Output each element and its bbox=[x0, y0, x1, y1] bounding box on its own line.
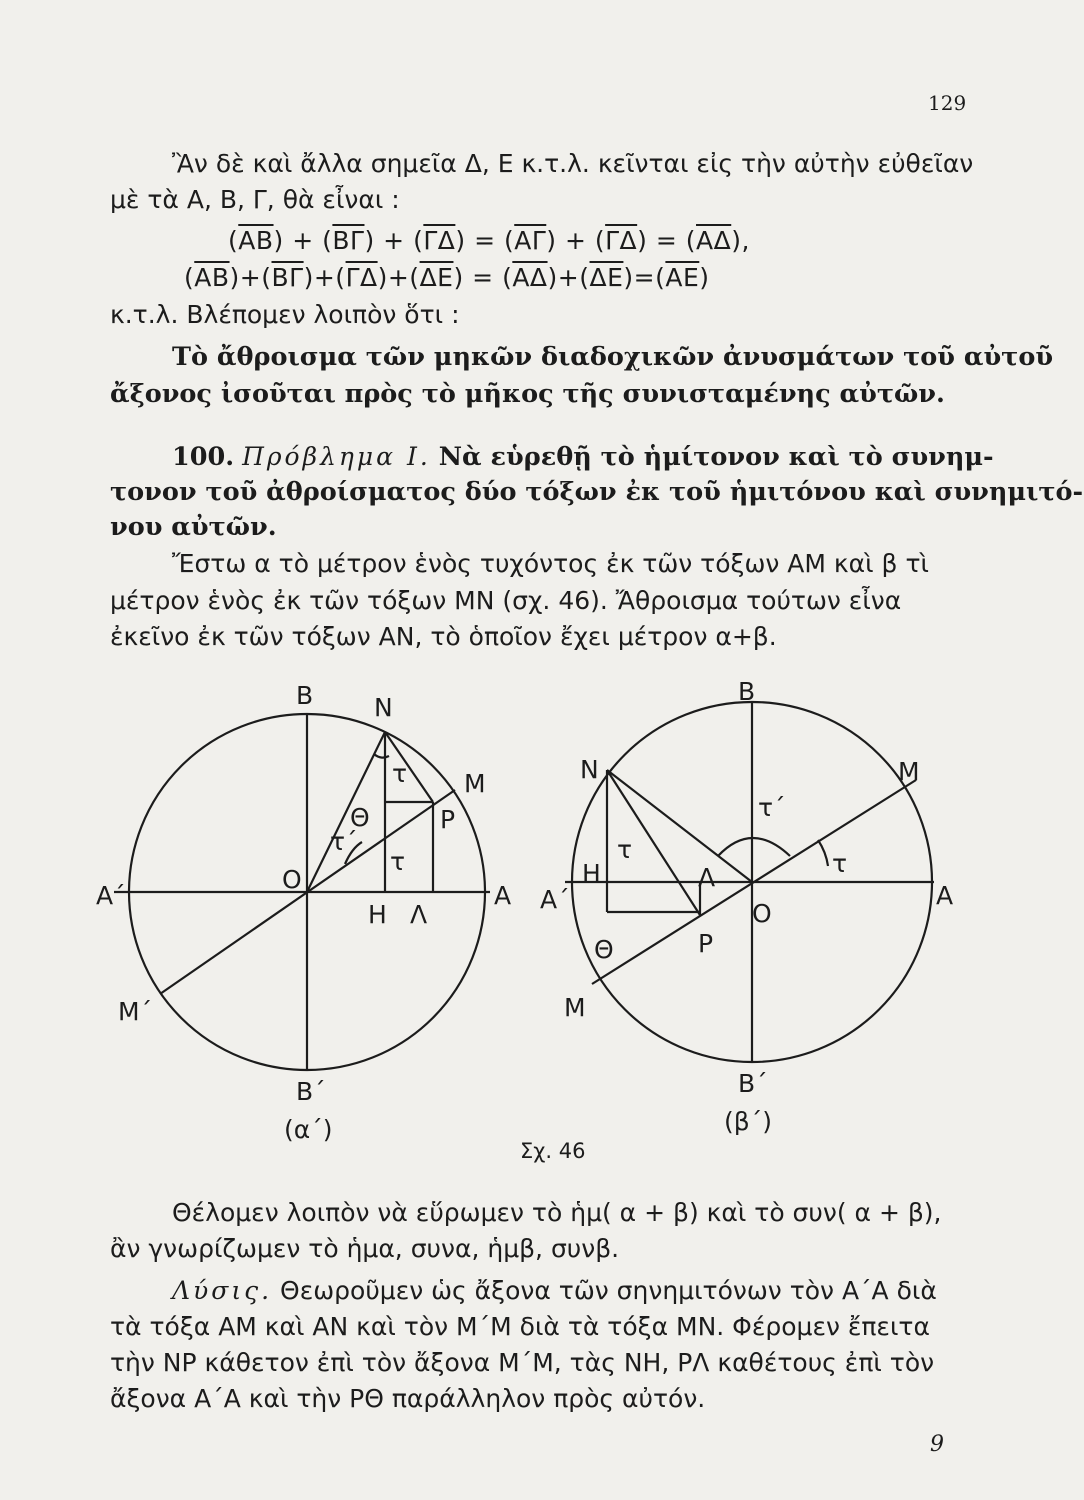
theorem-line-2: ἄξονος ἰσοῦται πρὸς τὸ μῆκος τῆς συνισταμένης αὐτῶν. bbox=[110, 379, 945, 409]
intro-line-1: Ἂν δὲ καὶ ἄλλα σημεῖα Δ, Ε κ.τ.λ. κεῖνται εἰς τὴν αὐτὴν εὐθεῖαν bbox=[172, 149, 974, 178]
problem-label: Πρόβλημα Ι. bbox=[242, 442, 431, 471]
figure-caption: Σχ. 46 bbox=[520, 1139, 586, 1163]
right-label-N: Ν bbox=[580, 755, 599, 784]
left-figure-tag: (α΄) bbox=[284, 1115, 333, 1144]
left-radius-ON bbox=[307, 732, 385, 892]
right-label-M: Μ bbox=[898, 757, 920, 786]
vector-term: $\overline{\Delta E}$ bbox=[589, 263, 624, 292]
setup-line-3: ἐκεῖνο ἐκ τῶν τόξων ΑΝ, τὸ ὁποῖον ἔχει μέτρον α+β. bbox=[110, 622, 777, 651]
solution-line-3: τὴν ΝΡ κάθετον ἐπὶ τὸν ἄξονα Μ΄Μ, τὰς ΝΗ, ΡΛ καθέτους ἐπὶ τὸν bbox=[110, 1348, 935, 1377]
signature-mark: 9 bbox=[930, 1432, 947, 1457]
vector-term: $\overline{AB}$ bbox=[194, 263, 230, 292]
setup-line-2: μέτρον ἑνὸς ἐκ τῶν τόξων ΜΝ (σχ. 46). Ἄθροισμα τούτων εἶνα bbox=[110, 586, 902, 615]
vector-term: $\overline{\Gamma\Delta}$ bbox=[345, 263, 378, 292]
solution-line-4: ἄξονα Α΄Α καὶ τὴν ΡΘ παράλληλον πρὸς αὐτόν. bbox=[110, 1384, 706, 1413]
vector-term: $\overline{B\Gamma}$ bbox=[271, 263, 304, 292]
vector-term: $\overline{\Gamma\Delta}$ bbox=[605, 226, 638, 255]
left-label-B: Β bbox=[296, 681, 314, 710]
left-label-L: Λ bbox=[410, 900, 428, 929]
vector-term: $\overline{A\Delta}$ bbox=[512, 263, 548, 292]
left-label-A: Α bbox=[494, 881, 512, 910]
page-number: 129 bbox=[928, 91, 967, 115]
problem-line-1: Νὰ εὑρεθῇ τὸ ἡμίτονον καὶ τὸ συνημ- bbox=[438, 442, 994, 472]
vector-term: $\overline{A\Delta}$ bbox=[696, 226, 732, 255]
left-label-Th: Θ bbox=[350, 803, 370, 832]
right-label-Ap: Α΄ bbox=[540, 885, 570, 914]
vector-term: $\overline{B\Gamma}$ bbox=[332, 226, 365, 255]
left-label-P: Ρ bbox=[440, 805, 456, 834]
vector-term: $\overline{A\Gamma}$ bbox=[514, 226, 547, 255]
right-arc-small bbox=[818, 840, 828, 866]
right-label-A: Α bbox=[936, 881, 954, 910]
goal-line-2: ἂν γνωρίζωμεν τὸ ἡμα, συνα, ἡμβ, συνβ. bbox=[110, 1234, 620, 1263]
right-label-L: Λ bbox=[698, 863, 716, 892]
problem-line-3: νου αὐτῶν. bbox=[110, 512, 277, 542]
solution-line-2: τὰ τόξα ΑΜ καὶ ΑΝ καὶ τὸν Μ΄Μ διὰ τὰ τόξα ΜΝ. Φέρομεν ἔπειτα bbox=[110, 1312, 930, 1341]
figure-46 bbox=[0, 660, 1084, 1180]
intro-line-2: μὲ τὰ Α, Β, Γ, θὰ εἶναι : bbox=[110, 185, 400, 214]
left-label-Mp: Μ΄ bbox=[118, 997, 153, 1026]
right-label-O: Ο bbox=[752, 899, 772, 928]
right-label-P: Ρ bbox=[698, 929, 714, 958]
right-label-tau1: τ bbox=[617, 835, 633, 864]
right-arc-top bbox=[718, 838, 790, 856]
right-radius-ON bbox=[607, 770, 752, 882]
left-label-H: Η bbox=[368, 900, 387, 929]
right-label-Th: Θ bbox=[594, 935, 614, 964]
right-label-tau2: τ bbox=[832, 849, 848, 878]
solution-line-1-text: Θεωροῦμεν ὡς ἄξονα τῶν σηνημιτόνων τὸν Α΄Α διὰ bbox=[280, 1276, 937, 1305]
solution-label: Λύσις. bbox=[172, 1276, 273, 1305]
right-label-Bp: Β΄ bbox=[738, 1069, 768, 1098]
vector-term: $\overline{AE}$ bbox=[665, 263, 700, 292]
vector-term: $\overline{\Delta E}$ bbox=[419, 263, 454, 292]
left-arc-tiny bbox=[374, 754, 389, 758]
right-label-H: Η bbox=[582, 859, 601, 888]
problem-number: 100. bbox=[172, 442, 235, 472]
left-label-N: Ν bbox=[374, 693, 393, 722]
right-label-Mp: Μ bbox=[564, 993, 586, 1022]
right-label-B: Β bbox=[738, 677, 756, 706]
right-figure-tag: (β΄) bbox=[724, 1107, 772, 1136]
equation-1: $(\overline{AB}) + (\overline{B\Gamma}) + (\overline{\Gamma\Delta}) = (\overline{A\Gamma}) + (\overline{\Gamma\Delta}) = (\overline{A\Delta})$, bbox=[228, 226, 750, 255]
solution-line-1 bbox=[172, 1274, 937, 1308]
left-label-M: Μ bbox=[464, 769, 486, 798]
right-label-tau3: τ΄ bbox=[758, 793, 786, 822]
goal-line-1: Θέλομεν λοιπὸν νὰ εὕρωμεν τὸ ἡμ( α + β) καὶ τὸ συν( α + β), bbox=[172, 1198, 942, 1227]
setup-line-1: Ἔστω α τὸ μέτρον ἑνὸς τυχόντος ἐκ τῶν τόξων ΑΜ καὶ β τὶ bbox=[172, 549, 929, 578]
left-label-tau1: τ bbox=[392, 759, 408, 788]
vector-term: $\overline{\Gamma\Delta}$ bbox=[423, 226, 456, 255]
left-label-O: Ο bbox=[282, 865, 302, 894]
equation-2: $(\overline{AB})+(\overline{B\Gamma})+(\overline{\Gamma\Delta})+(\overline{\Delta E}) = (\overline{A\Delta})+(\overline{\Delta E})=(\overline{AE})$ bbox=[184, 263, 710, 292]
conclusion-text: κ.τ.λ. Βλέπομεν λοιπὸν ὅτι : bbox=[110, 300, 460, 329]
left-label-tau3: τ΄ bbox=[330, 827, 358, 856]
vector-term: $\overline{AB}$ bbox=[238, 226, 274, 255]
left-label-Bp: Β΄ bbox=[296, 1077, 326, 1106]
left-label-tau2: τ bbox=[390, 847, 406, 876]
problem-heading bbox=[172, 440, 994, 474]
theorem-line-1: Τὸ ἄθροισμα τῶν μηκῶν διαδοχικῶν ἀνυσμάτων τοῦ αὐτοῦ bbox=[172, 342, 1054, 372]
problem-line-2: τονον τοῦ ἀθροίσματος δύο τόξων ἐκ τοῦ ἡμιτόνου καὶ συνημιτό- bbox=[110, 477, 1084, 507]
left-label-Ap: Α΄ bbox=[96, 881, 126, 910]
